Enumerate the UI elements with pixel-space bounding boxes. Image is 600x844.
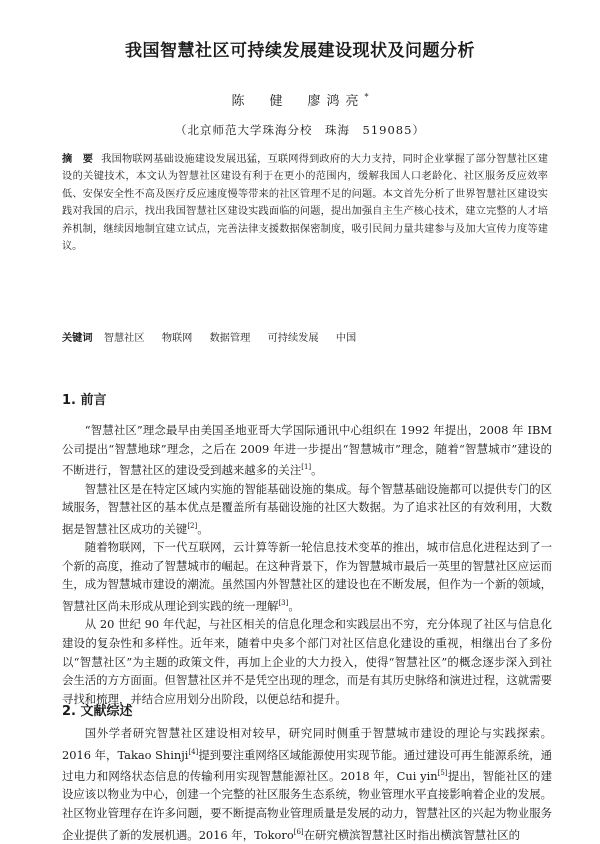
- citation: [4]: [188, 747, 199, 756]
- paragraph: 国外学者研究智慧社区建设相对较早，研究同时侧重于智慧城市建设的理论与实践探索。2016 年，Takao Shinji[4]提到要注重网络区域能源使用实现节能。通过建设可再生能源系统，通过电力和网络状态信息的传输利用实现智慧能源社区。2018 年，Cui yin[5]提出，智能社区的建设应该以物业为中心，创建一个完整的社区服务生态系统，物业管理水平直接影响着企业的发展。社区物业管理存在许多问题，要不断提高物业管理质量是发展的动力，智慧社区的兴起为物业服务企业提供了新的发展机遇。2016 年，Tokoro[6]在研究横滨智慧社区时指出横滨智慧社区的: [62, 726, 552, 842]
- keywords-label: 关键词: [62, 333, 93, 344]
- keyword: 可持续发展: [267, 333, 319, 344]
- paper-title: 我国智慧社区可持续发展建设现状及问题分析: [125, 41, 475, 61]
- abstract-text: 我国物联网基础设施建设发展迅猛，互联网得到政府的大力支持，同时企业掌握了部分智慧社区建设的关键技术，本文认为智慧社区建设有利于在更小的范围内，缓解我国人口老龄化、社区服务反应效率低、安保安全性不高及医疗反应速度慢等带来的社区管理不足的问题。本文首先分析了世界智慧社区建设实践对我国的启示，找出我国智慧社区建设实践面临的问题，提出加强自主生产核心技术，建立完整的人才培养机制，继续因地制宜建立试点，完善法律支援数据保密制度，吸引民间力量共建参与及加大宣传力度等建议。: [62, 154, 548, 253]
- abstract-label: 摘 要: [62, 154, 94, 165]
- citation: [1]: [301, 463, 312, 472]
- section-heading: 2. 文献综述: [62, 704, 133, 719]
- citation: [6]: [293, 827, 304, 836]
- paragraph: 从 20 世纪 90 年代起，与社区相关的信息化理念和实践层出不穷，充分体现了社区与信息化建设的复杂性和多样性。近年来，随着中央多个部门对社区信息化建设的重视，相继出台了多份以“智慧社区”为主题的政策文件，再加上企业的大力投入，使得“智慧社区”的概念逐步深入到社会生活的方方面面。但智慧社区并不是凭空出现的理念，而是有其历史脉络和演进过程，这就需要寻找和梳理，并结合应用划分出阶段，以便总结和提升。: [62, 617, 552, 706]
- keyword: 智慧社区: [103, 333, 145, 344]
- keyword: 物联网: [161, 333, 193, 344]
- authors: [0, 90, 600, 109]
- section-body: [62, 724, 552, 844]
- abstract: [62, 151, 548, 255]
- paragraph: 随着物联网，下一代互联网，云计算等新一轮信息技术变革的推出，城市信息化进程达到了一个新的高度，推动了智慧城市的崛起。在这种背景下，作为智慧城市最后一英里的智慧社区应运而生，成为智慧城市建设的潮流。虽然国内外智慧社区的建设也在不断发展，但作为一个新的领域，智慧社区尚未形成从理论到实践的统一理解[3]。: [62, 540, 552, 613]
- paragraph: 智慧社区是在特定区域内实施的智能基础设施的集成。每个智慧基础设施都可以提供专门的区域服务，智慧社区的基本优点是覆盖所有基础设施的社区大数据。为了追求社区的有效利用，大数据是智慧社区成功的关键[2]。: [62, 481, 552, 536]
- paragraph: “智慧社区”理念最早由美国圣地亚哥大学国际通讯中心组织在 1992 年提出，2008 年 IBM 公司提出“智慧地球”理念，之后在 2009 年进一步提出“智慧城市”理念，随着“智慧城市”建设的不断进行，智慧社区的建设受到越来越多的关注[1]。: [62, 423, 552, 477]
- affiliation: （北京师范大学珠海分校 珠海 519085）: [175, 123, 425, 137]
- keyword: 数据管理: [209, 333, 251, 344]
- author-mark: *: [364, 92, 369, 102]
- citation: [2]: [187, 521, 198, 530]
- keywords: [62, 331, 548, 347]
- citation: [5]: [437, 768, 448, 777]
- section-heading: 1. 前言: [62, 393, 107, 408]
- citation: [3]: [278, 598, 289, 607]
- keyword: 中国: [335, 333, 357, 344]
- author-names: 陈 健 廖鸿亮: [231, 94, 365, 109]
- section-body: [62, 421, 552, 708]
